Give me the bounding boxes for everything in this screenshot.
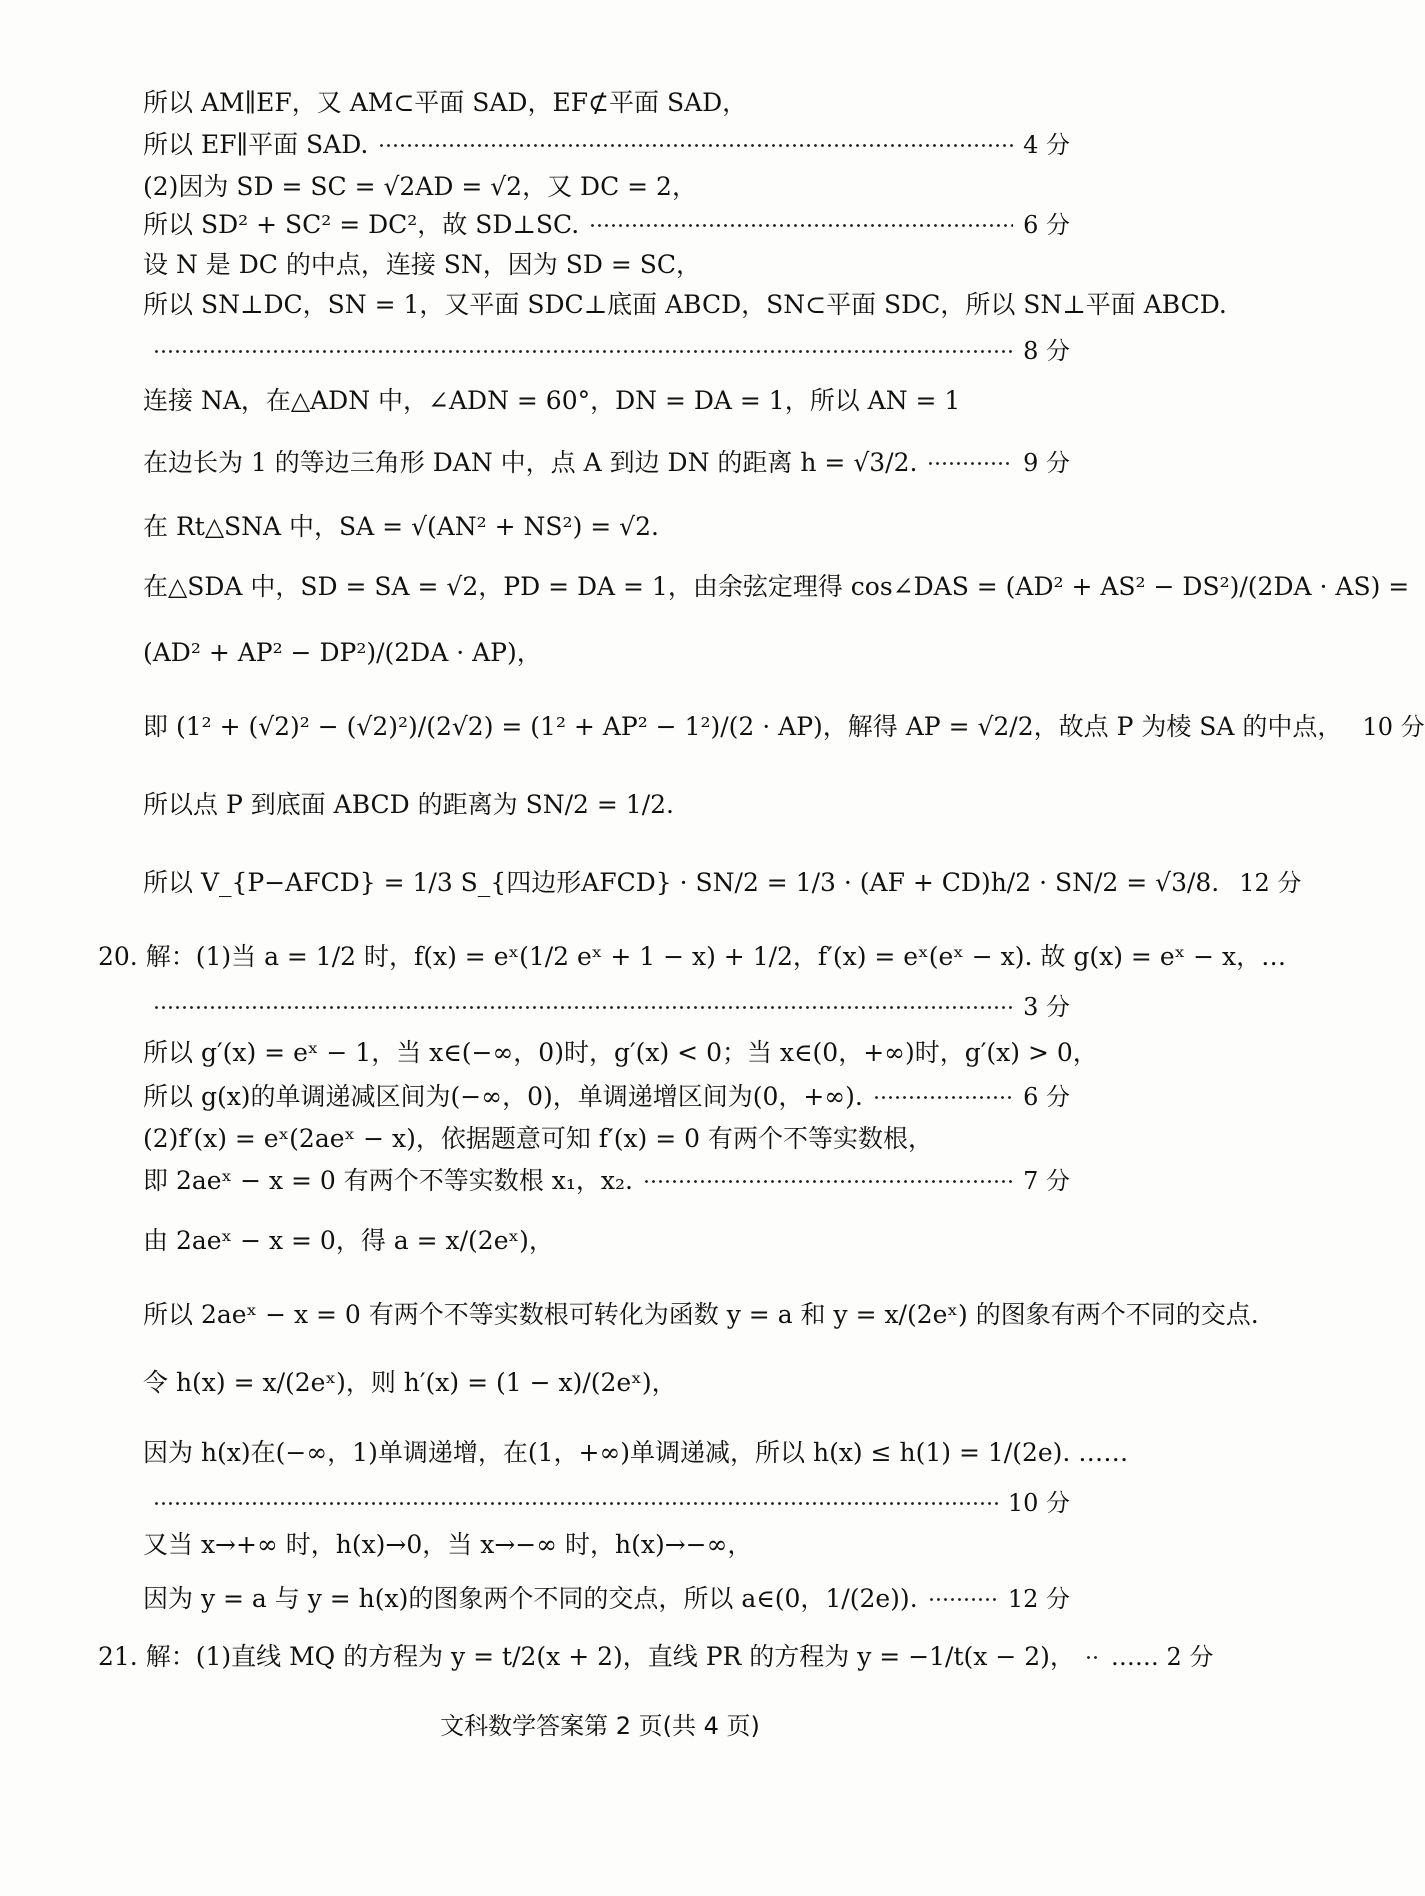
line-text: 又当 x→+∞ 时，h(x)→0，当 x→−∞ 时，h(x)→−∞， xyxy=(143,1530,753,1559)
text-line xyxy=(143,1224,1070,1258)
line-text: 令 h(x) = x/(2eˣ)，则 h′(x) = (1 − x)/(2eˣ)， xyxy=(143,1368,677,1397)
score-mark: 4 分 xyxy=(1023,131,1070,159)
page-footer: 文科数学答案第 2 页(共 4 页) xyxy=(440,1712,760,1740)
line-text: 在△SDA 中，SD = SA = √2，PD = DA = 1，由余弦定理得 cos∠DAS = (AD² + AS² − DS²)/(2DA · AS) = xyxy=(143,572,1410,601)
text-line xyxy=(143,990,1070,1024)
text-line xyxy=(143,570,1410,604)
text-line xyxy=(143,1528,1070,1562)
line-text: 所以 2aeˣ − x = 0 有两个不等实数根可转化为函数 y = a 和 y = x/(2eˣ) 的图象有两个不同的交点. xyxy=(143,1300,1259,1329)
text-line xyxy=(143,208,1070,242)
text-line xyxy=(143,128,1070,162)
text-line xyxy=(143,636,1070,670)
text-line xyxy=(143,1036,1098,1070)
text-line xyxy=(143,446,1070,480)
score-mark: 7 分 xyxy=(1023,1167,1070,1195)
score-mark: 3 分 xyxy=(1023,993,1070,1021)
question-20-line xyxy=(98,940,1287,974)
dot-leader xyxy=(928,1598,998,1601)
text-line xyxy=(143,1122,1070,1156)
text-line xyxy=(143,1164,1070,1198)
text-line xyxy=(143,1366,1070,1400)
line-text: 因为 y = a 与 y = h(x)的图象两个不同的交点，所以 a∈(0，1/(2e)). xyxy=(143,1584,918,1613)
text-line xyxy=(143,1298,1259,1332)
score-mark: 12 分 xyxy=(1239,869,1302,897)
line-text: 所以 g(x)的单调递减区间为(−∞，0)，单调递增区间为(0，+∞). xyxy=(143,1082,863,1111)
line-text: 所以 g′(x) = eˣ − 1，当 x∈(−∞，0)时，g′(x) < 0；当 x∈(0，+∞)时，g′(x) > 0， xyxy=(143,1038,1098,1067)
dot-leader xyxy=(873,1096,1013,1099)
dot-leader xyxy=(589,224,1013,227)
line-text: 所以 AM∥EF，又 AM⊂平面 SAD，EF⊄平面 SAD， xyxy=(143,88,748,117)
text-line xyxy=(143,710,1425,744)
line-text: 设 N 是 DC 的中点，连接 SN，因为 SD = SC， xyxy=(143,250,701,279)
line-text: 在边长为 1 的等边三角形 DAN 中，点 A 到边 DN 的距离 h = √3/2. xyxy=(143,448,918,477)
text-line xyxy=(143,288,1227,322)
dot-leader xyxy=(153,1502,998,1505)
line-text: (2)因为 SD = SC = √2AD = √2，又 DC = 2， xyxy=(143,172,697,201)
text-line xyxy=(143,384,1070,418)
score-mark: 12 分 xyxy=(1007,1585,1070,1613)
text-line xyxy=(143,1080,1070,1114)
dot-leader xyxy=(153,350,1013,353)
dot-leader xyxy=(927,462,1013,465)
question-21-line xyxy=(98,1640,1214,1674)
line-text: 20. 解：(1)当 a = 1/2 时，f(x) = eˣ(1/2 eˣ + 1 − x) + 1/2，f′(x) = eˣ(eˣ − x). 故 g(x) = eˣ − x，… xyxy=(98,942,1287,971)
dot-leader xyxy=(378,144,1013,147)
dot-leader xyxy=(643,1180,1013,1183)
text-line xyxy=(143,1582,1070,1616)
text-line xyxy=(143,788,1070,822)
text-line xyxy=(143,86,1070,120)
line-text: 即 2aeˣ − x = 0 有两个不等实数根 x₁，x₂. xyxy=(143,1166,633,1195)
line-text: (2)f′(x) = eˣ(2aeˣ − x)，依据题意可知 f′(x) = 0 有两个不等实数根， xyxy=(143,1124,934,1153)
text-line xyxy=(143,170,1070,204)
text-line xyxy=(143,334,1070,368)
line-text: 在 Rt△SNA 中，SA = √(AN² + NS²) = √2. xyxy=(143,512,659,541)
line-text: 所以 EF∥平面 SAD. xyxy=(143,130,369,159)
dot-leader xyxy=(153,1006,1013,1009)
line-text: 即 (1² + (√2)² − (√2)²)/(2√2) = (1² + AP² − 1²)/(2 · AP)，解得 AP = √2/2，故点 P 为棱 SA 的中点， xyxy=(143,712,1343,741)
line-text: 由 2aeˣ − x = 0，得 a = x/(2eˣ)， xyxy=(143,1226,554,1255)
line-text: 所以 SN⊥DC，SN = 1，又平面 SDC⊥底面 ABCD，SN⊂平面 SDC，所以 SN⊥平面 ABCD. xyxy=(143,290,1227,319)
score-mark: …… 2 分 xyxy=(1110,1643,1214,1671)
line-text: 所以点 P 到底面 ABCD 的距离为 SN/2 = 1/2. xyxy=(143,790,674,819)
line-text: 所以 SD² + SC² = DC²，故 SD⊥SC. xyxy=(143,210,580,239)
text-line xyxy=(143,1486,1070,1520)
text-line xyxy=(143,1436,1129,1470)
score-mark: 10 分 xyxy=(1362,713,1425,741)
text-line xyxy=(143,866,1302,900)
text-line xyxy=(143,510,1070,544)
score-mark: 8 分 xyxy=(1023,337,1070,365)
score-mark: 9 分 xyxy=(1023,449,1070,477)
line-text: (AD² + AP² − DP²)/(2DA · AP)， xyxy=(143,638,542,667)
line-text: 因为 h(x)在(−∞，1)单调递增，在(1，+∞)单调递减，所以 h(x) ≤ h(1) = 1/(2e). …… xyxy=(143,1438,1129,1467)
line-text: 21. 解：(1)直线 MQ 的方程为 y = t/2(x + 2)，直线 PR 的方程为 y = −1/t(x − 2)， xyxy=(98,1642,1075,1671)
dot-leader xyxy=(1085,1656,1101,1659)
score-mark: 10 分 xyxy=(1007,1489,1070,1517)
score-mark: 6 分 xyxy=(1023,1083,1070,1111)
line-text: 连接 NA，在△ADN 中，∠ADN = 60°，DN = DA = 1，所以 AN = 1 xyxy=(143,386,961,415)
score-mark: 6 分 xyxy=(1023,211,1070,239)
line-text: 所以 V_{P−AFCD} = 1/3 S_{四边形AFCD} · SN/2 = 1/3 · (AF + CD)h/2 · SN/2 = √3/8. xyxy=(143,868,1220,897)
text-line xyxy=(143,248,1070,282)
